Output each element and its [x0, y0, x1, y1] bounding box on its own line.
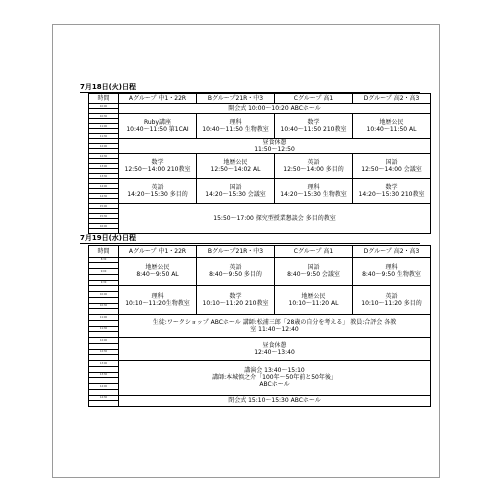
col-group-d-header: Dグループ 高2・高3	[353, 246, 431, 258]
day2-closing-ceremony: 閉会式 15:10〜15:30 ABCホール	[119, 395, 431, 407]
time-mark: 13:30	[89, 174, 119, 179]
col-group-a-header: Aグループ 中1・22R	[119, 94, 197, 104]
time-mark: 10:00	[89, 292, 119, 298]
day2-p1-group-a: 地歴公民 8:40〜9:50 AL	[119, 257, 197, 286]
col-group-b-header: Bグループ21R・中3	[197, 94, 275, 104]
time-mark: 14:00	[89, 384, 119, 390]
col-group-a-header: Aグループ 中1・22R	[119, 246, 197, 258]
time-mark: 11:00	[89, 124, 119, 129]
day2-p2-group-a: 理科 10:10〜11:20生物教室	[119, 286, 197, 315]
time-mark: 13:00	[89, 361, 119, 367]
day2-schedule-table	[88, 245, 431, 407]
col-time-header: 時間	[89, 94, 119, 104]
time-mark: 8:30	[89, 257, 119, 263]
day2-p2-group-b: 数学 10:10〜11:20 210教室	[197, 286, 275, 315]
col-time-header: 時間	[89, 246, 119, 258]
time-mark	[89, 401, 119, 407]
time-mark: 12:30	[89, 349, 119, 355]
time-mark: 13:00	[89, 164, 119, 169]
day2-heading-underline	[80, 243, 420, 244]
time-mark: 15:30	[89, 214, 119, 219]
day1-p3-group-b: 国語 14:20〜15:30 会議室	[197, 179, 275, 204]
day1-p3-group-a: 英語 14:20〜15:30 多目的	[119, 179, 197, 204]
day2-p2-group-d: 英語 10:10〜11:20 多目的	[353, 286, 431, 315]
time-mark: 11:00	[89, 315, 119, 321]
day2-workshop: 生徒:ワークショップ ABCホール 講師:松浦三郎「28歳の自分を考える」 教員:合評会 各教 室 11:40〜12:40	[119, 315, 431, 338]
day2-heading: 7月19日(水)日程	[80, 234, 137, 242]
day2-header-row	[89, 246, 431, 258]
time-mark: 12:00	[89, 144, 119, 149]
time-mark: 16:00	[89, 224, 119, 229]
col-group-d-header: Dグループ 高2・高3	[353, 94, 431, 104]
day1-schedule-table	[88, 93, 431, 234]
day1-p2-group-c: 英語 12:50〜14:00 多目的	[275, 154, 353, 179]
day1-p2-group-a: 数学 12:50〜14:00 210教室	[119, 154, 197, 179]
day1-p1-group-a: Ruby講座 10:40〜11:50 第1CAI	[119, 114, 197, 139]
day1-p1-group-b: 理科 10:40〜11:50 生物教室	[197, 114, 275, 139]
col-group-b-header: Bグループ21R・中3	[197, 246, 275, 258]
time-mark: 13:30	[89, 372, 119, 378]
time-mark: 12:30	[89, 154, 119, 159]
time-mark: 12:00	[89, 338, 119, 344]
time-mark: 10:30	[89, 114, 119, 119]
time-mark: 15:00	[89, 204, 119, 209]
col-group-c-header: Cグループ 高1	[275, 94, 353, 104]
day2-p2-group-c: 地歴公民 10:10〜11:20 AL	[275, 286, 353, 315]
opening-ceremony: 開会式 10:00〜10:20 ABCホール	[119, 104, 431, 114]
day1-p3-group-d: 数学 14:20〜15:30 210教室	[353, 179, 431, 204]
col-group-c-header: Cグループ 高1	[275, 246, 353, 258]
day2-p1-group-b: 英語 8:40〜9:50 多目的	[197, 257, 275, 286]
day1-closing-session: 15:50〜17:00 探究型授業懇談会 多目的教室	[119, 204, 431, 234]
day1-lunch-break: 昼食休憩 11:50〜12:50	[119, 139, 431, 154]
time-mark: 11:30	[89, 134, 119, 139]
time-mark: 9:30	[89, 280, 119, 286]
time-mark: 10:30	[89, 303, 119, 309]
day1-heading: 7月18日(火)日程	[80, 83, 137, 91]
time-mark: 10:00	[89, 104, 119, 109]
day1-p2-group-b: 地歴公民 12:50〜14:02 AL	[197, 154, 275, 179]
day2-lunch-break: 昼食休憩 12:40〜13:40	[119, 338, 431, 361]
time-mark: 14:00	[89, 184, 119, 189]
time-mark: 14:30	[89, 194, 119, 199]
day2-lecture: 講演会 13:40〜15:10 講師:本城慎之介「100年〜50年前と50年後」 ABCホール	[119, 361, 431, 396]
day1-p1-group-d: 地歴公民 10:40〜11:50 AL	[353, 114, 431, 139]
day1-p3-group-c: 理科 14:20〜15:30 生物教室	[275, 179, 353, 204]
day1-p2-group-d: 国語 12:50〜14:00 会議室	[353, 154, 431, 179]
day1-p1-group-c: 数学 10:40〜11:50 210教室	[275, 114, 353, 139]
time-mark: 11:30	[89, 326, 119, 332]
time-mark: 9:00	[89, 269, 119, 275]
day2-p1-group-c: 国語 8:40〜9:50 会議室	[275, 257, 353, 286]
time-mark: 14:30	[89, 395, 119, 401]
time-mark	[89, 229, 119, 234]
day2-p1-group-d: 理科 8:40〜9:50 生物教室	[353, 257, 431, 286]
day1-header-row	[89, 94, 431, 104]
